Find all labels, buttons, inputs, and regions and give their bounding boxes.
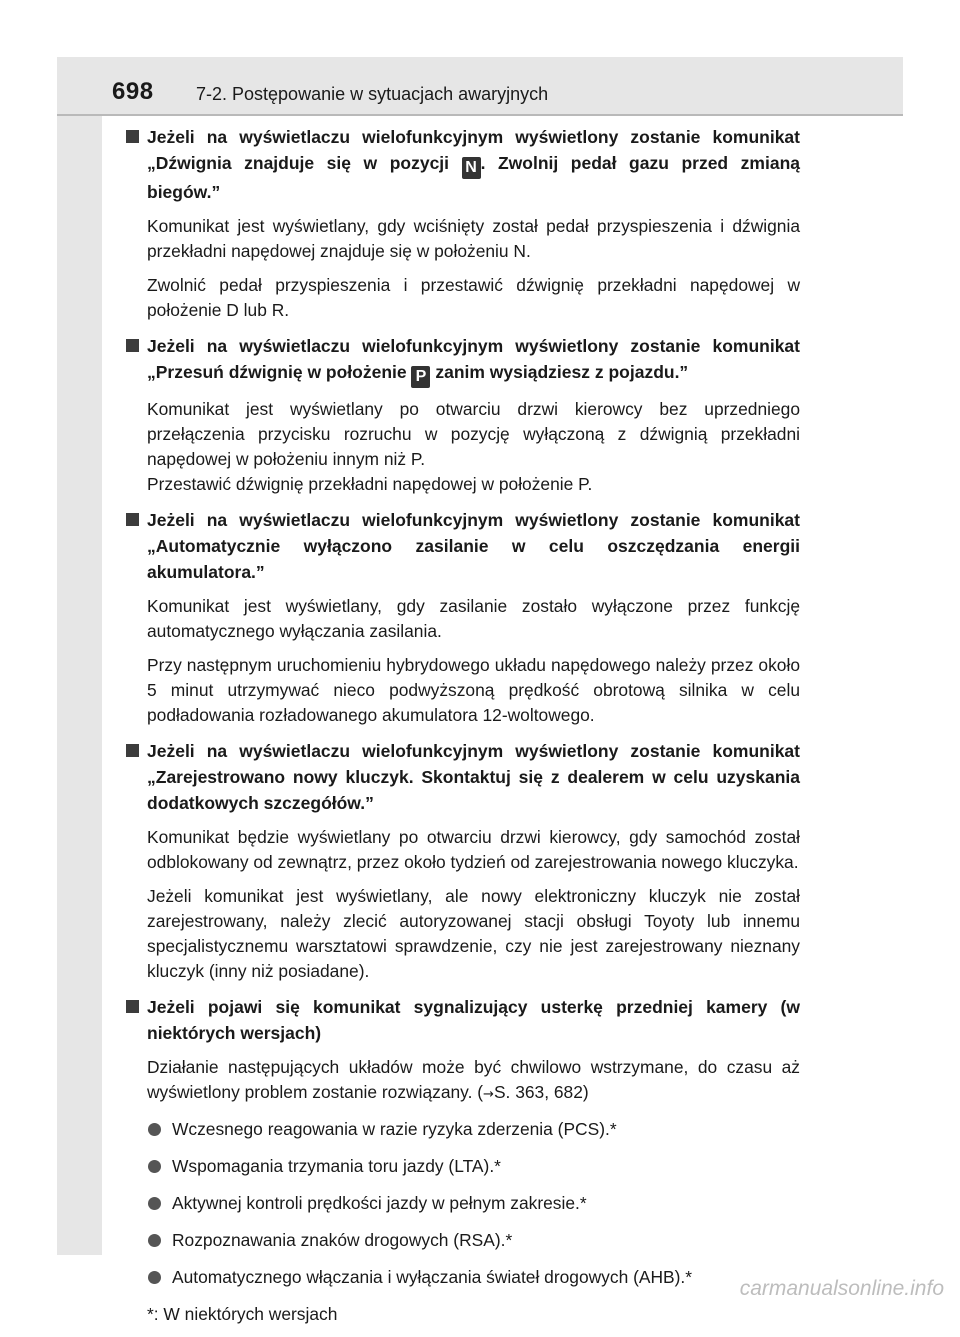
paragraph: Jeżeli komunikat jest wyświetlany, ale nowy elektroniczny kluczyk nie został zarejestrowany, należy zlecić autoryzowanej stacji obsługi Toyoty lub innemu specjalistycznemu warsztatowi sprawdzenie, czy nie jest zarejestrowany nieznany kluczyk (inny niż posiadane). xyxy=(147,886,800,981)
paragraph: Komunikat będzie wyświetlany po otwarciu drzwi kierowcy, gdy samochód został odblokowany od zewnątrz, przez około tydzień od zarejestrowania nowego kluczyka. xyxy=(147,827,800,872)
section-front-camera xyxy=(126,994,800,1327)
list-item: Rozpoznawania znaków drogowych (RSA).* xyxy=(147,1228,800,1253)
paragraph: Komunikat jest wyświetlany, gdy zasilanie zostało wyłączone przez funkcję automatycznego wyłączania zasilania. xyxy=(147,596,800,641)
square-bullet-icon xyxy=(126,744,139,757)
section-gear-p xyxy=(126,333,800,497)
square-bullet-icon xyxy=(126,339,139,352)
paragraph: Komunikat jest wyświetlany po otwarciu drzwi kierowcy bez uprzedniego przełączenia przycisku rozruchu w pozycję wyłączoną z dźwignią przekładni napędowej w położeniu innym niż P. Przestawić dźwignię przekładni napędowej w położenie P. xyxy=(147,399,800,494)
paragraph: Przy następnym uruchomieniu hybrydowego układu napędowego należy przez około 5 minut utrzymywać nieco podwyższoną prędkość obrotową silnika w celu podładowania rozładowanego akumulatora 12-woltowego. xyxy=(147,655,800,725)
header-divider xyxy=(57,114,903,116)
square-bullet-icon xyxy=(126,513,139,526)
section-auto-power-off xyxy=(126,507,800,728)
arrow-right-icon: → xyxy=(483,1087,494,1102)
section-heading: Jeżeli pojawi się komunikat sygnalizujący usterkę przedniej kamery (w niektórych wersjach) xyxy=(147,997,800,1043)
list-item: Aktywnej kontroli prędkości jazdy w pełnym zakresie.* xyxy=(147,1191,800,1216)
page-number: 698 xyxy=(112,78,154,105)
section-heading: Jeżeli na wyświetlaczu wielofunkcyjnym wyświetlony zostanie komunikat „Przesuń dźwignię w położenie P zanim wysiądziesz z pojazdu.” xyxy=(147,333,800,388)
section-heading: Jeżeli na wyświetlaczu wielofunkcyjnym wyświetlony zostanie komunikat „Zarejestrowano nowy kluczyk. Skontaktuj się z dealerem w celu uzyskania dodatkowych szczegółów.” xyxy=(147,741,800,813)
watermark: carmanualsonline.info xyxy=(739,1277,944,1300)
list-item: Wspomagania trzymania toru jazdy (LTA).* xyxy=(147,1154,800,1179)
round-bullet-icon xyxy=(148,1234,161,1247)
round-bullet-icon xyxy=(148,1160,161,1173)
round-bullet-icon xyxy=(148,1271,161,1284)
paragraph: Zwolnić pedał przyspieszenia i przestawić dźwignię przekładni napędowej w położenie D lub R. xyxy=(147,275,800,320)
chapter-title: 7-2. Postępowanie w sytuacjach awaryjnych xyxy=(196,84,549,104)
section-heading: Jeżeli na wyświetlaczu wielofunkcyjnym wyświetlony zostanie komunikat „Automatycznie wyłączono zasilanie w celu oszczędzania energii akumulatora.” xyxy=(147,510,800,582)
page-content xyxy=(126,124,800,1337)
section-heading: Jeżeli na wyświetlaczu wielofunkcyjnym wyświetlony zostanie komunikat „Dźwignia znajduje się w pozycji N . Zwolnij pedał gazu przed zmianą biegów.” xyxy=(147,127,800,202)
square-bullet-icon xyxy=(126,130,139,143)
gear-p-icon: P xyxy=(411,366,430,388)
footnote: *: W niektórych wersjach xyxy=(147,1304,338,1324)
paragraph: Działanie następujących układów może być chwilowo wstrzymane, do czasu aż wyświetlony problem zostanie rozwiązany. (→S. 363, 682) xyxy=(147,1057,800,1102)
section-new-key xyxy=(126,738,800,984)
list-item: Automatycznego włączania i wyłączania świateł drogowych (AHB).* xyxy=(147,1265,800,1290)
system-list xyxy=(147,1117,800,1290)
square-bullet-icon xyxy=(126,1000,139,1013)
round-bullet-icon xyxy=(148,1197,161,1210)
gear-n-icon: N xyxy=(462,157,481,179)
round-bullet-icon xyxy=(148,1123,161,1136)
section-gear-n xyxy=(126,124,800,323)
list-item: Wczesnego reagowania w razie ryzyka zderzenia (PCS).* xyxy=(147,1117,800,1142)
paragraph: Komunikat jest wyświetlany, gdy wciśnięty został pedał przyspieszenia i dźwignia przekładni napędowej znajduje się w położeniu N. xyxy=(147,216,800,261)
page-margin-bar xyxy=(57,57,102,1255)
